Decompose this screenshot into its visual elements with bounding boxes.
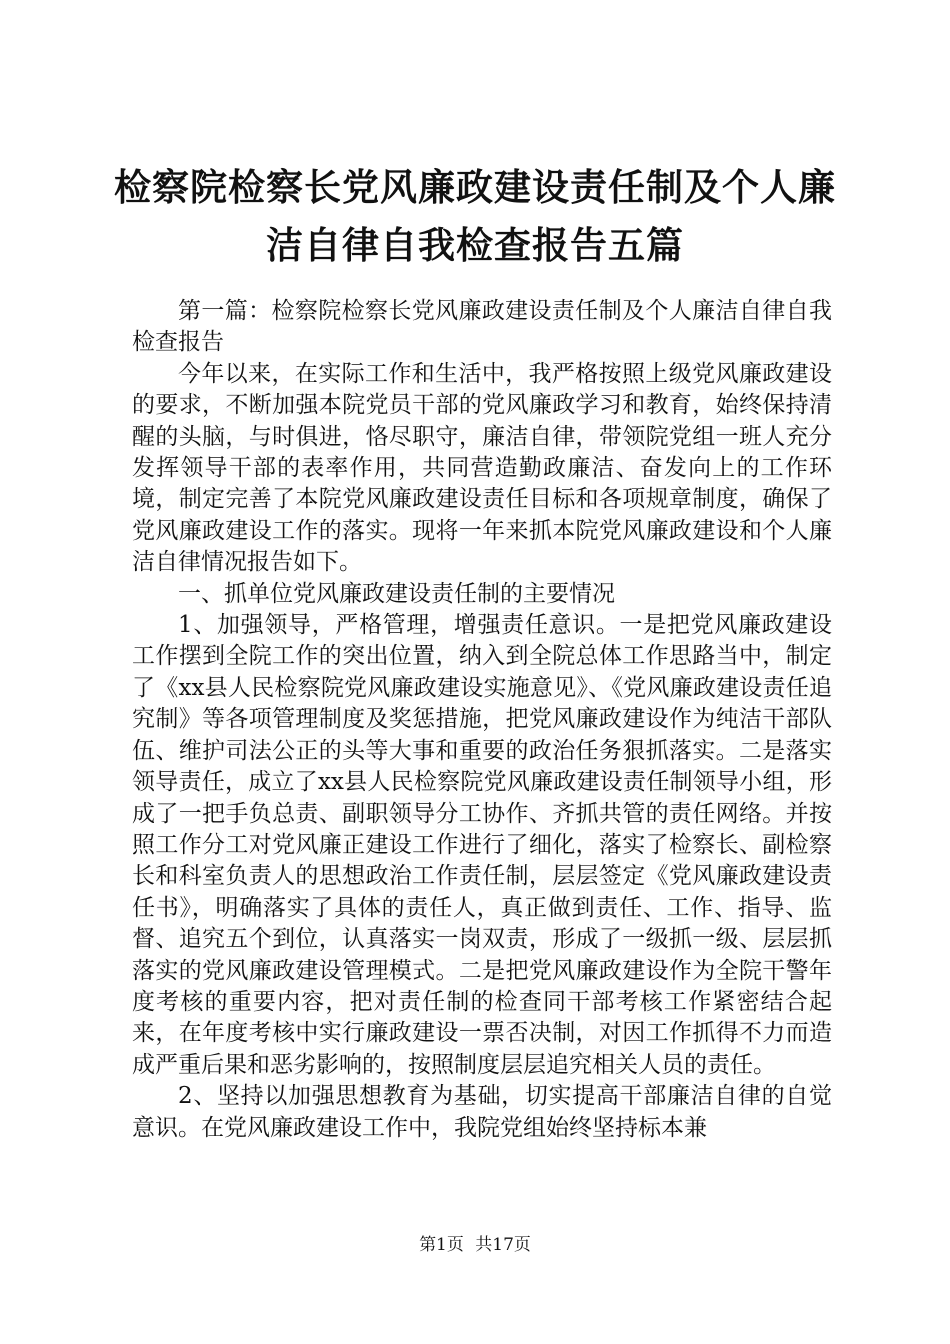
intro-paragraph: 今年以来，在实际工作和生活中，我严格按照上级党风廉政建设的要求，不断加强本院党员干部的党风廉政学习和教育，始终保持清醒的头脑，与时俱进，恪尽职守，廉洁自律，带领院党组一班人充分发挥领导干部的表率作用，共同营造勤政廉洁、奋发向上的工作环境，制定完善了本院党风廉政建设责任目标和各项规章制度，确保了党风廉政建设工作的落实。现将一年来抓本院党风廉政建设和个人廉洁自律情况报告如下。 bbox=[132, 360, 832, 576]
total-pages: 共17页 bbox=[475, 1235, 531, 1255]
paragraph-ideological-education: 2、坚持以加强思想教育为基础，切实提高干部廉洁自律的自觉意识。在党风廉政建设工作中，我院党组始终坚持标本兼 bbox=[132, 1083, 832, 1141]
page-number: 第1页 bbox=[419, 1235, 464, 1255]
section-heading-part-one: 第一篇：检察院检察长党风廉政建设责任制及个人廉洁自律自我检查报告 bbox=[132, 298, 832, 356]
paragraph-leadership-management: 1、加强领导，严格管理，增强责任意识。一是把党风廉政建设工作摆到全院工作的突出位置，纳入到全院总体工作思路当中，制定了《xx县人民检察院党风廉政建设实施意见》、《党风廉政建设责任追究制》等各项管理制度及奖惩措施，把党风廉政建设作为纯洁干部队伍、维护司法公正的头等大事和重要的政治任务狠抓落实。二是落实领导责任，成立了xx县人民检察院党风廉政建设责任制领导小组，形成了一把手负总责、副职领导分工协作、齐抓共管的责任网络。并按照工作分工对党风廉正建设工作进行了细化，落实了检察长、副检察长和科室负责人的思想政治工作责任制，层层签定《党风廉政建设责任书》，明确落实了具体的责任人，真正做到责任、工作、指导、监督、追究五个到位，认真落实一岗双责，形成了一级抓一级、层层抓落实的党风廉政建设管理模式。二是把党风廉政建设作为全院干警年度考核的重要内容，把对责任制的检查同干部考核工作紧密结合起来，在年度考核中实行廉政建设一票否决制，对因工作抓得不力而造成严重后果和恶劣影响的，按照制度层层追究相关人员的责任。 bbox=[132, 612, 832, 1078]
page-footer bbox=[0, 1234, 950, 1256]
document-title: 检察院检察长党风廉政建设责任制及个人廉洁自律自我检查报告五篇 bbox=[114, 165, 836, 267]
section-heading-main-situation: 一、抓单位党风廉政建设责任制的主要情况 bbox=[178, 580, 615, 607]
document-body bbox=[132, 296, 832, 1144]
